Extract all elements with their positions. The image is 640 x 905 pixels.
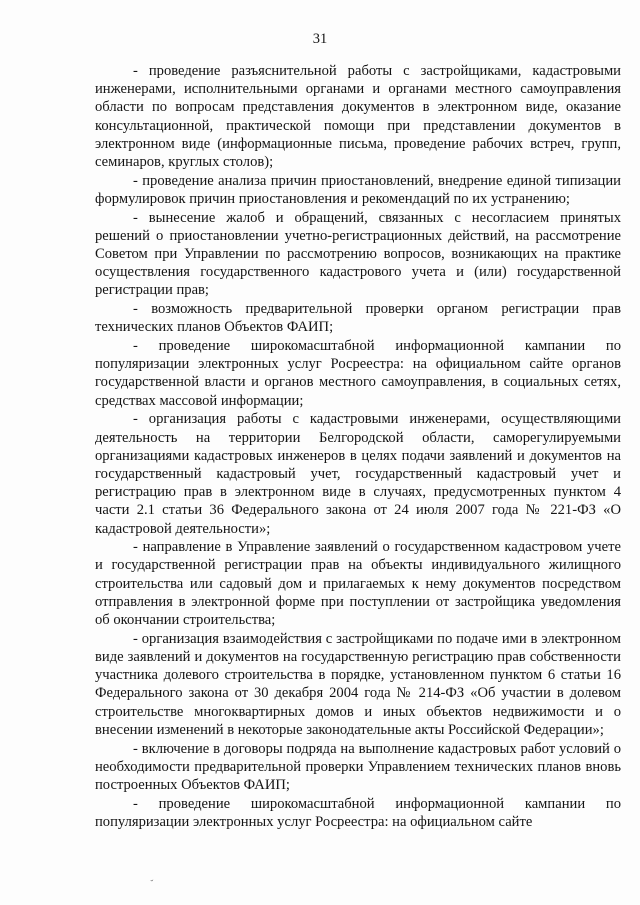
paragraph-complaints-council: - вынесение жалоб и обращений, связанных с несогласием принятых решений о приостановлении учетно-регистрационных действий, на рассмотрение Советом при Управлении по рассмотрению вопросов, возникающих на практике осуществления государственного кадастрового учета и (или) государственной регистрации прав; [95,209,621,299]
scan-artifact-mark: ˇ [149,877,156,889]
paragraph-contract-conditions: - включение в договоры подряда на выполнение кадастровых работ условий о необходимости предварительной проверки Управлением технических планов вновь построенных Объектов ФАИП; [95,740,621,793]
paragraph-information-campaign: - проведение широкомасштабной информационной кампании по популяризации электронных услуг Росреестра: на официальном сайте органов государственной власти и органов местного самоуправления, в социальных сетях, средствах массовой информации; [95,338,621,409]
paragraph-preliminary-check: - возможность предварительной проверки органом регистрации прав технических планов Объектов ФАИП; [95,301,621,336]
paragraph-explanatory-work: - проведение разъяснительной работы с застройщиками, кадастровыми инженерами, исполнительными органами и органами местного самоуправления области по вопросам представления документов в электронном виде, оказание консультационной, практической помощи при представлении документов в электронном виде (информационные письма, проведение рабочих встреч, групп, семинаров, круглых столов); [95,63,621,171]
paragraph-suspension-analysis: - проведение анализа причин приостановлений, внедрение единой типизации формулировок причин приостановления и рекомендаций по их устранению; [95,172,621,207]
paragraph-information-campaign-continued: - проведение широкомасштабной информационной кампании по популяризации электронных услуг Росреестра: на официальном сайте [95,795,621,830]
paragraph-developer-interaction: - организация взаимодействия с застройщиками по подаче ими в электронном виде заявлений и документов на государственную регистрацию прав собственности участника долевого строительства в порядке, установленном пунктом 6 статьи 16 Федерального закона от 30 декабря 2004 года № 214-ФЗ «Об участии в долевом строительстве многоквартирных домов и иных объектов недвижимости и о внесении изменений в некоторые законодательные акты Российской Федерации»; [95,630,621,738]
page-number: 31 [312,31,328,47]
document-body [95,62,621,832]
paragraph-housing-applications: - направление в Управление заявлений о государственном кадастровом учете и государственной регистрации прав на объекты индивидуального жилищного строительства или садовый дом и прилагаемых к нему документов посредством отправления в электронной форме при поступлении от застройщика уведомления об окончании строительства; [95,539,621,629]
paragraph-cadastral-engineers: - организация работы с кадастровыми инженерами, осуществляющими деятельность на территории Белгородской области, саморегулируемыми организациями кадастровых инженеров в целях подачи заявлений и документов на государственный кадастровый учет, государственный кадастровый учет и регистрацию прав в электронном виде в случаях, предусмотренных пунктом 4 части 2.1 статьи 36 Федерального закона от 24 июля 2007 года № 221-ФЗ «О кадастровой деятельности»; [95,411,621,537]
